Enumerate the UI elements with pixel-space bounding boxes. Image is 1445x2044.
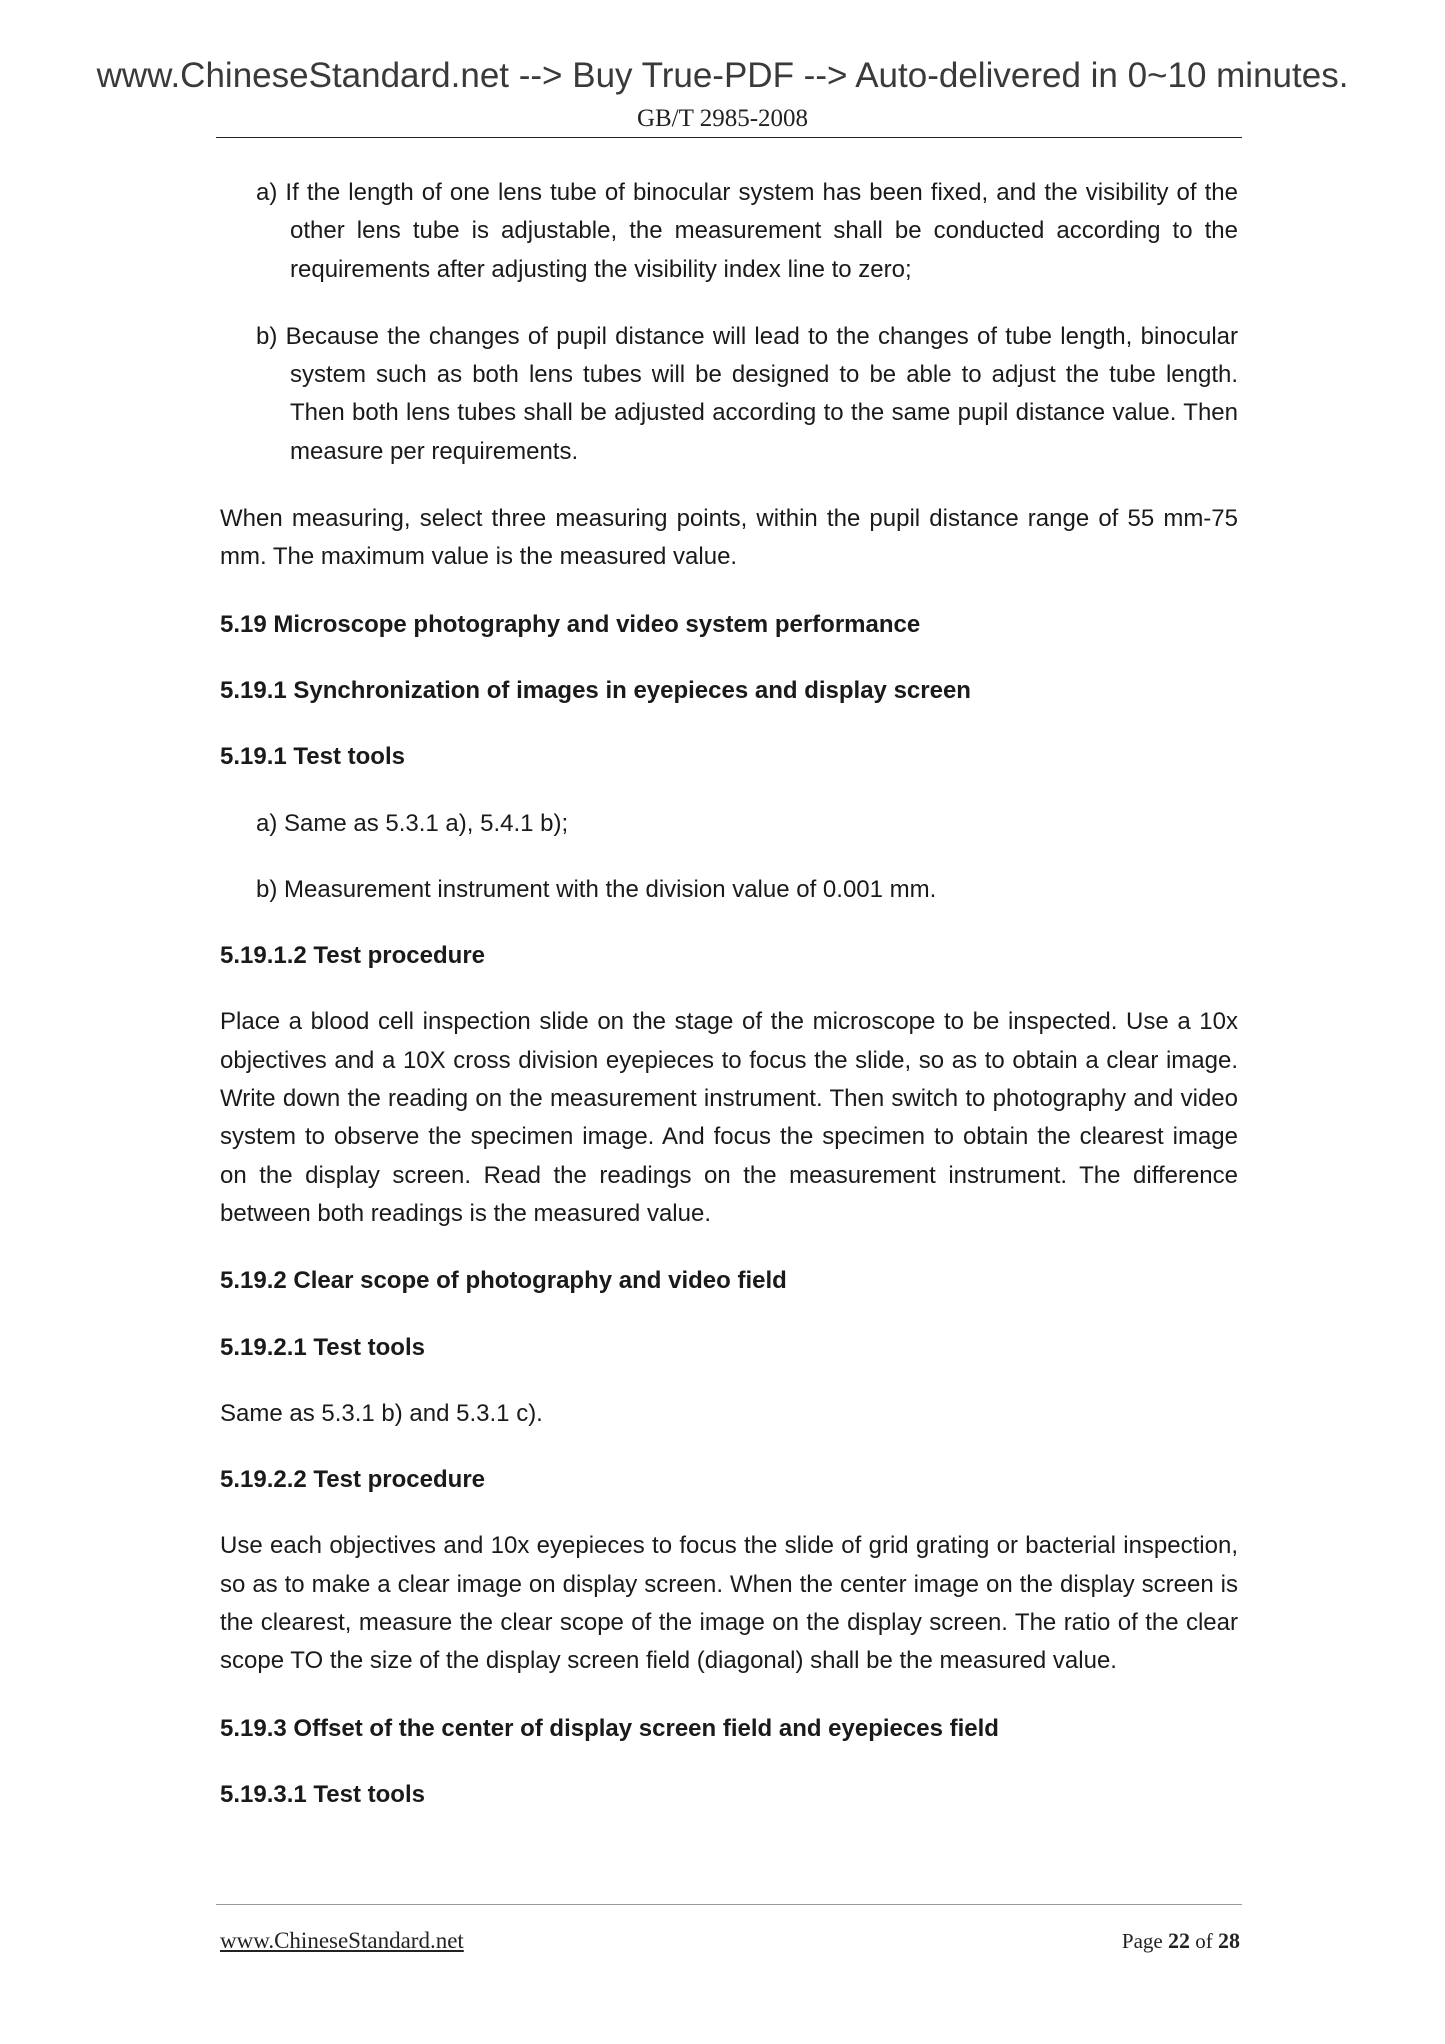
page-number: [1122, 1928, 1240, 1954]
list-item-a: a) If the length of one lens tube of binocular system has been fixed, and the visibility of the other lens tube is adjustable, the measurement shall be conducted according to the requirements after adjusting the visibility index line to zero;: [256, 179, 1238, 283]
section-heading-5-19: 5.19 Microscope photography and video system performance: [220, 610, 921, 638]
paragraph-measuring: When measuring, select three measuring points, within the pupil distance range of 55 mm-75 mm. The maximum value is the measured value.: [220, 505, 1238, 571]
section-heading-5-19-1-2: 5.19.1.2 Test procedure: [220, 942, 486, 970]
page-prefix: Page: [1121, 1929, 1163, 1953]
document-body: [220, 174, 1238, 1814]
tools-item-a: a) Same as 5.3.1 a), 5.4.1 b);: [256, 809, 569, 837]
header-divider: [216, 137, 1242, 138]
paragraph-procedure-2: Use each objectives and 10x eyepieces to focus the slide of grid grating or bacterial inspection, so as to make a clear image on display screen. When the center image on the display screen is the clearest, measure the clear scope of the image on the display screen. The ratio of the clear scope TO the size of the display screen field (diagonal) shall be the measured value.: [220, 1532, 1238, 1675]
section-heading-5-19-2: 5.19.2 Clear scope of photography and video field: [220, 1267, 787, 1295]
page-total: 28: [1218, 1928, 1240, 1953]
section-heading-5-19-1: 5.19.1 Synchronization of images in eyepieces and display screen: [220, 676, 971, 704]
page-of: of: [1195, 1929, 1213, 1953]
page-current: 22: [1168, 1928, 1190, 1953]
paragraph-tools-2: Same as 5.3.1 b) and 5.3.1 c).: [220, 1399, 543, 1427]
footer-link[interactable]: www.ChineseStandard.net: [220, 1928, 464, 1953]
header-banner[interactable]: www.ChineseStandard.net --> Buy True-PDF --> Auto-delivered in 0~10 minutes.: [96, 56, 1349, 95]
standard-code: GB/T 2985-2008: [636, 105, 809, 132]
section-heading-5-19-3-1: 5.19.3.1 Test tools: [220, 1780, 425, 1808]
paragraph-procedure-1: Place a blood cell inspection slide on the stage of the microscope to be inspected. Use a 10x objectives and a 10X cross division eyepieces to focus the slide, so as to obtain a clear image. Write down the reading on the measurement instrument. Then switch to photography and video system to observe the specimen image. And focus the specimen to obtain the clearest image on the display screen. Read the readings on the measurement instrument. The difference between both readings is the measured value.: [220, 1008, 1238, 1227]
section-heading-5-19-2-2: 5.19.2.2 Test procedure: [220, 1466, 486, 1494]
list-item-b: b) Because the changes of pupil distance will lead to the changes of tube length, binocular system such as both lens tubes will be designed to be able to adjust the tube length. Then both lens tubes shall be adjusted according to the same pupil distance value. Then measure per requirements.: [256, 322, 1238, 465]
footer-divider: [216, 1904, 1242, 1905]
section-heading-5-19-2-1: 5.19.2.1 Test tools: [220, 1333, 425, 1361]
tools-item-b: b) Measurement instrument with the division value of 0.001 mm.: [256, 875, 937, 903]
section-heading-5-19-1-tools: 5.19.1 Test tools: [220, 743, 405, 771]
section-heading-5-19-3: 5.19.3 Offset of the center of display screen field and eyepieces field: [220, 1714, 999, 1742]
